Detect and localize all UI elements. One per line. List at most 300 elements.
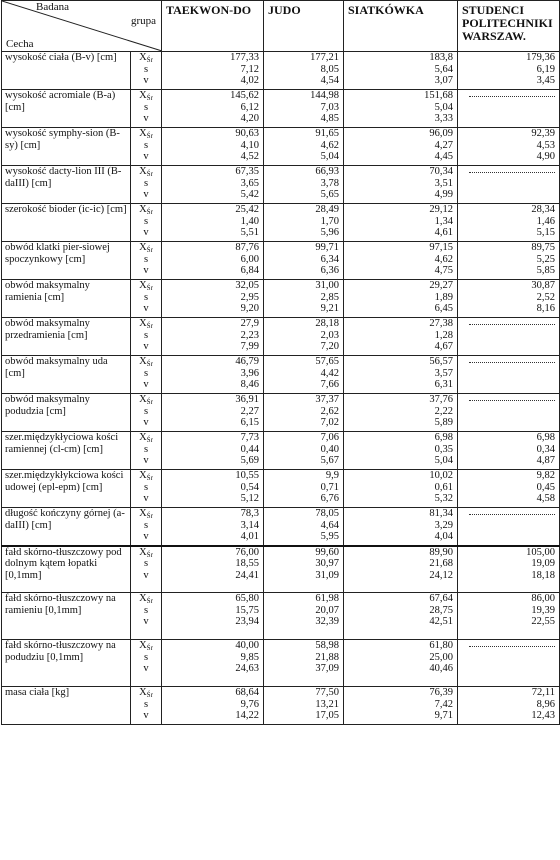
cv-value: 4,99	[434, 189, 453, 200]
value-cell	[162, 470, 264, 508]
value-cell	[264, 128, 344, 166]
sd-symbol: s	[143, 558, 149, 569]
cv-value: 6,45	[434, 303, 453, 314]
feature-cell: szerokość bioder (ic-ic) [cm]	[2, 204, 131, 242]
mean-value: 77,50	[315, 687, 339, 698]
cv-value: 24,63	[235, 663, 259, 674]
value-cell	[344, 280, 458, 318]
cv-value: 3,33	[434, 113, 453, 124]
sd-value: 1,70	[320, 215, 339, 227]
value-cell	[458, 593, 560, 640]
mean-symbol: $X_{Śr}$	[139, 90, 153, 102]
cv-value: 5,95	[320, 531, 339, 542]
value-cell	[162, 166, 264, 204]
sd-value: 4,62	[320, 139, 339, 151]
statistic-symbols	[131, 204, 162, 242]
sd-value: 6,19	[536, 63, 555, 75]
cv-value: 5,85	[536, 265, 555, 276]
cv-value: 5,51	[240, 227, 259, 238]
table-row	[2, 280, 560, 318]
value-cell	[344, 90, 458, 128]
cv-value: 5,96	[320, 227, 339, 238]
mean-value: 151,68	[424, 90, 453, 101]
sd-value: 1,89	[434, 291, 453, 303]
cv-value: 6,31	[434, 379, 453, 390]
mean-value: 87,76	[235, 242, 259, 253]
table-row	[2, 394, 560, 432]
header-row	[2, 1, 560, 52]
cv-value: 4,52	[240, 151, 259, 162]
feature-cell: masa ciała [kg]	[2, 687, 131, 725]
cv-value: 37,09	[315, 663, 339, 674]
mean-value: 37,76	[429, 394, 453, 405]
sd-value: 19,09	[531, 558, 555, 569]
value-cell	[344, 128, 458, 166]
value-cell	[344, 593, 458, 640]
value-cell	[344, 318, 458, 356]
value-cell	[162, 593, 264, 640]
corner-label-cecha: Cecha	[6, 37, 34, 50]
missing-value-line	[469, 172, 555, 185]
value-cell	[162, 280, 264, 318]
cv-value: 14,22	[235, 710, 259, 721]
feature-cell: wysokość symphy-sion (B-sy) [cm]	[2, 128, 131, 166]
value-cell	[458, 546, 560, 593]
table-row	[2, 204, 560, 242]
value-cell	[264, 280, 344, 318]
sd-value: 6,12	[240, 101, 259, 113]
statistic-symbols	[131, 640, 162, 687]
cv-value: 6,15	[240, 417, 259, 428]
mean-value: 61,98	[315, 593, 339, 604]
feature-cell: obwód maksymalny podudzia [cm]	[2, 394, 131, 432]
value-cell	[162, 394, 264, 432]
mean-symbol: $X_{Śr}$	[139, 394, 153, 406]
cv-symbol: v	[143, 265, 149, 276]
mean-symbol: $X_{Śr}$	[139, 593, 153, 605]
mean-symbol: $X_{Śr}$	[139, 204, 153, 216]
value-cell	[264, 356, 344, 394]
sd-value: 3,57	[434, 367, 453, 379]
value-cell	[162, 318, 264, 356]
sd-symbol: s	[143, 651, 149, 663]
sd-value: 9,76	[240, 698, 259, 710]
cv-symbol: v	[143, 341, 149, 352]
sd-value: 0,71	[320, 481, 339, 493]
table-row	[2, 242, 560, 280]
missing-value-line	[469, 400, 555, 413]
sd-value: 30,97	[315, 558, 339, 569]
table-row	[2, 356, 560, 394]
mean-value: 29,27	[429, 280, 453, 291]
feature-cell: wysokość ciała (B-v) [cm]	[2, 52, 131, 90]
sd-value: 5,25	[536, 253, 555, 265]
cv-value: 4,75	[434, 265, 453, 276]
value-cell	[344, 470, 458, 508]
mean-value: 36,91	[235, 394, 259, 405]
mean-value: 57,65	[315, 356, 339, 367]
cv-symbol: v	[143, 493, 149, 504]
cv-symbol: v	[143, 531, 149, 542]
sd-value: 2,23	[240, 329, 259, 341]
mean-value: 28,49	[315, 204, 339, 215]
cv-symbol: v	[143, 379, 149, 390]
mean-symbol: $X_{Śr}$	[139, 508, 153, 520]
sd-symbol: s	[143, 405, 149, 417]
sd-symbol: s	[143, 139, 149, 151]
sd-value: 2,52	[536, 291, 555, 303]
cv-symbol: v	[143, 710, 149, 721]
mean-value: 89,90	[429, 546, 453, 558]
mean-symbol: $X_{Śr}$	[139, 280, 153, 292]
cv-value: 7,02	[320, 417, 339, 428]
cv-value: 5,12	[240, 493, 259, 504]
cv-value: 18,18	[531, 569, 555, 581]
value-cell	[458, 356, 560, 394]
table-body	[2, 52, 560, 725]
cv-value: 4,02	[240, 75, 259, 86]
mean-value: 40,00	[235, 640, 259, 651]
cv-value: 4,85	[320, 113, 339, 124]
statistic-symbols	[131, 432, 162, 470]
cv-symbol: v	[143, 455, 149, 466]
statistic-symbols	[131, 166, 162, 204]
cv-value: 8,16	[536, 303, 555, 314]
value-cell	[162, 90, 264, 128]
feature-cell: fałd skórno-tłuszczowy na ramieniu [0,1mm]	[2, 593, 131, 640]
cv-value: 4,04	[434, 531, 453, 542]
sd-value: 15,75	[235, 604, 259, 616]
cv-symbol: v	[143, 616, 149, 627]
value-cell	[458, 128, 560, 166]
value-cell	[458, 470, 560, 508]
cv-value: 22,55	[531, 616, 555, 627]
mean-value: 61,80	[429, 640, 453, 651]
value-cell	[264, 546, 344, 593]
sd-value: 3,29	[434, 519, 453, 531]
sd-value: 3,14	[240, 519, 259, 531]
mean-value: 99,60	[315, 546, 339, 558]
cv-value: 23,94	[235, 616, 259, 627]
sd-symbol: s	[143, 101, 149, 113]
value-cell	[264, 432, 344, 470]
cv-symbol: v	[143, 663, 149, 674]
mean-value: 179,36	[526, 52, 555, 63]
table-row	[2, 593, 560, 640]
mean-value: 29,12	[429, 204, 453, 215]
sd-value: 0,44	[240, 443, 259, 455]
statistic-symbols	[131, 128, 162, 166]
statistic-symbols	[131, 242, 162, 280]
mean-value: 96,09	[429, 128, 453, 139]
cv-value: 9,71	[434, 710, 453, 721]
sd-value: 1,28	[434, 329, 453, 341]
mean-symbol: $X_{Śr}$	[139, 432, 153, 444]
mean-value: 27,9	[240, 318, 259, 329]
mean-symbol: $X_{Śr}$	[139, 52, 153, 64]
cv-value: 5,65	[320, 189, 339, 200]
value-cell	[344, 356, 458, 394]
cv-symbol: v	[143, 113, 149, 124]
cv-value: 4,01	[240, 531, 259, 542]
sd-symbol: s	[143, 481, 149, 493]
cv-value: 4,58	[536, 493, 555, 504]
value-cell	[264, 687, 344, 725]
sd-value: 28,75	[429, 604, 453, 616]
value-cell	[458, 166, 560, 204]
cv-value: 5,15	[536, 227, 555, 238]
sd-value: 4,27	[434, 139, 453, 151]
statistic-symbols	[131, 593, 162, 640]
cv-value: 4,20	[240, 113, 259, 124]
sd-value: 13,21	[315, 698, 339, 710]
corner-label-badana: Badana	[36, 1, 69, 13]
cv-value: 6,84	[240, 265, 259, 276]
mean-value: 65,80	[235, 593, 259, 604]
value-cell	[458, 640, 560, 687]
mean-value: 76,00	[235, 546, 259, 558]
mean-value: 91,65	[315, 128, 339, 139]
sd-value: 1,34	[434, 215, 453, 227]
value-cell	[162, 52, 264, 90]
cv-symbol: v	[143, 569, 149, 581]
sd-value: 0,35	[434, 443, 453, 455]
sd-symbol: s	[143, 329, 149, 341]
mean-value: 46,79	[235, 356, 259, 367]
cv-value: 6,36	[320, 265, 339, 276]
value-cell	[162, 687, 264, 725]
statistic-symbols	[131, 90, 162, 128]
cv-value: 3,45	[536, 75, 555, 86]
sd-value: 9,85	[240, 651, 259, 663]
value-cell	[162, 356, 264, 394]
mean-value: 92,39	[531, 128, 555, 139]
feature-cell: obwód maksymalny uda [cm]	[2, 356, 131, 394]
feature-cell: szer.międzykłykciowa kości udowej (epl-epm) [cm]	[2, 470, 131, 508]
mean-value: 7,73	[240, 432, 259, 443]
sd-symbol: s	[143, 63, 149, 75]
cv-value: 4,61	[434, 227, 453, 238]
mean-value: 9,82	[536, 470, 555, 481]
mean-symbol: $X_{Śr}$	[139, 356, 153, 368]
sd-value: 2,03	[320, 329, 339, 341]
mean-value: 97,15	[429, 242, 453, 253]
sd-value: 4,64	[320, 519, 339, 531]
sd-value: 20,07	[315, 604, 339, 616]
value-cell	[162, 508, 264, 546]
mean-value: 28,34	[531, 204, 555, 215]
value-cell	[458, 687, 560, 725]
sd-value: 21,68	[429, 558, 453, 569]
cv-value: 4,67	[434, 341, 453, 352]
feature-cell: obwód klatki pier-siowej spoczynkowy [cm]	[2, 242, 131, 280]
value-cell	[264, 470, 344, 508]
sd-symbol: s	[143, 367, 149, 379]
sd-value: 0,61	[434, 481, 453, 493]
corner-label-grupa: grupa	[130, 15, 156, 27]
sd-value: 2,95	[240, 291, 259, 303]
mean-value: 37,37	[315, 394, 339, 405]
cv-value: 7,66	[320, 379, 339, 390]
mean-value: 7,06	[320, 432, 339, 443]
feature-cell: obwód maksymalny przedramienia [cm]	[2, 318, 131, 356]
value-cell	[162, 204, 264, 242]
cv-value: 9,20	[240, 303, 259, 314]
value-cell	[344, 242, 458, 280]
sd-symbol: s	[143, 604, 149, 616]
header-corner	[2, 1, 162, 52]
value-cell	[458, 508, 560, 546]
sd-value: 3,51	[434, 177, 453, 189]
value-cell	[264, 394, 344, 432]
table-row	[2, 470, 560, 508]
value-cell	[264, 52, 344, 90]
statistic-symbols	[131, 394, 162, 432]
sd-value: 3,96	[240, 367, 259, 379]
mean-symbol: $X_{Śr}$	[139, 640, 153, 652]
sd-value: 7,12	[240, 63, 259, 75]
cv-value: 7,20	[320, 341, 339, 352]
cv-value: 4,54	[320, 75, 339, 86]
sd-value: 4,53	[536, 139, 555, 151]
feature-cell: fałd skórno-tłuszczowy pod dolnym kątem łopatki [0,1mm]	[2, 546, 131, 593]
mean-value: 90,63	[235, 128, 259, 139]
cv-value: 32,39	[315, 616, 339, 627]
sd-symbol: s	[143, 253, 149, 265]
value-cell	[264, 166, 344, 204]
table-row	[2, 640, 560, 687]
table-row	[2, 432, 560, 470]
missing-value-line	[469, 646, 555, 659]
cv-value: 42,51	[429, 616, 453, 627]
mean-value: 177,33	[230, 52, 259, 63]
sd-value: 7,03	[320, 101, 339, 113]
column-header-studenci: STUDENCI POLITECHNIKI WARSZAW.	[458, 1, 560, 52]
column-header-judo: JUDO	[264, 1, 344, 52]
cv-value: 40,46	[429, 663, 453, 674]
value-cell	[264, 204, 344, 242]
statistic-symbols	[131, 687, 162, 725]
mean-symbol: $X_{Śr}$	[139, 242, 153, 254]
sd-value: 4,10	[240, 139, 259, 151]
cv-value: 4,87	[536, 455, 555, 466]
sd-value: 8,05	[320, 63, 339, 75]
sd-value: 0,45	[536, 481, 555, 493]
sd-symbol: s	[143, 519, 149, 531]
value-cell	[458, 280, 560, 318]
table-row	[2, 52, 560, 90]
sd-value: 1,40	[240, 215, 259, 227]
table-row	[2, 90, 560, 128]
mean-value: 10,55	[235, 470, 259, 481]
cv-value: 6,76	[320, 493, 339, 504]
feature-cell: obwód maksymalny ramienia [cm]	[2, 280, 131, 318]
cv-value: 5,04	[434, 455, 453, 466]
sd-value: 0,54	[240, 481, 259, 493]
sd-value: 18,55	[235, 558, 259, 569]
mean-symbol: $X_{Śr}$	[139, 128, 153, 140]
statistic-symbols	[131, 280, 162, 318]
cv-value: 4,90	[536, 151, 555, 162]
cv-value: 31,09	[315, 569, 339, 581]
value-cell	[264, 318, 344, 356]
sd-value: 2,27	[240, 405, 259, 417]
statistic-symbols	[131, 508, 162, 546]
mean-value: 6,98	[434, 432, 453, 443]
value-cell	[458, 204, 560, 242]
mean-value: 6,98	[536, 432, 555, 443]
sd-value: 2,62	[320, 405, 339, 417]
statistic-symbols	[131, 546, 162, 593]
anthropometric-table	[1, 0, 560, 725]
sd-value: 21,88	[315, 651, 339, 663]
statistic-symbols	[131, 470, 162, 508]
mean-value: 31,00	[315, 280, 339, 291]
missing-value-line	[469, 362, 555, 375]
table-row	[2, 687, 560, 725]
mean-value: 58,98	[315, 640, 339, 651]
cv-symbol: v	[143, 227, 149, 238]
mean-symbol: $X_{Śr}$	[139, 318, 153, 330]
value-cell	[264, 508, 344, 546]
value-cell	[162, 128, 264, 166]
value-cell	[162, 546, 264, 593]
mean-value: 105,00	[526, 546, 555, 558]
value-cell	[344, 166, 458, 204]
feature-cell: wysokość dacty-lion III (B-daIII) [cm]	[2, 166, 131, 204]
mean-value: 27,38	[429, 318, 453, 329]
sd-value: 5,04	[434, 101, 453, 113]
sd-value: 0,40	[320, 443, 339, 455]
cv-symbol: v	[143, 417, 149, 428]
mean-value: 144,98	[310, 90, 339, 101]
mean-symbol: $X_{Śr}$	[139, 546, 153, 559]
cv-value: 5,89	[434, 417, 453, 428]
value-cell	[458, 394, 560, 432]
sd-value: 4,42	[320, 367, 339, 379]
mean-value: 10,02	[429, 470, 453, 481]
sd-symbol: s	[143, 177, 149, 189]
mean-value: 67,35	[235, 166, 259, 177]
mean-value: 89,75	[531, 242, 555, 253]
cv-symbol: v	[143, 189, 149, 200]
statistic-symbols	[131, 356, 162, 394]
mean-value: 32,05	[235, 280, 259, 291]
cv-symbol: v	[143, 151, 149, 162]
cv-value: 24,12	[429, 569, 453, 581]
cv-value: 9,21	[320, 303, 339, 314]
cv-value: 5,67	[320, 455, 339, 466]
value-cell	[458, 432, 560, 470]
mean-value: 86,00	[531, 593, 555, 604]
cv-value: 8,46	[240, 379, 259, 390]
value-cell	[344, 432, 458, 470]
mean-value: 25,42	[235, 204, 259, 215]
table-row	[2, 508, 560, 546]
mean-value: 99,71	[315, 242, 339, 253]
sd-value: 7,42	[434, 698, 453, 710]
sd-value: 2,22	[434, 405, 453, 417]
mean-value: 68,64	[235, 687, 259, 698]
sd-value: 19,39	[531, 604, 555, 616]
table-row	[2, 166, 560, 204]
sd-value: 5,64	[434, 63, 453, 75]
feature-cell: fałd skórno-tłuszczowy na podudziu [0,1mm]	[2, 640, 131, 687]
sd-symbol: s	[143, 443, 149, 455]
value-cell	[458, 90, 560, 128]
sd-value: 6,00	[240, 253, 259, 265]
missing-value-line	[469, 514, 555, 527]
